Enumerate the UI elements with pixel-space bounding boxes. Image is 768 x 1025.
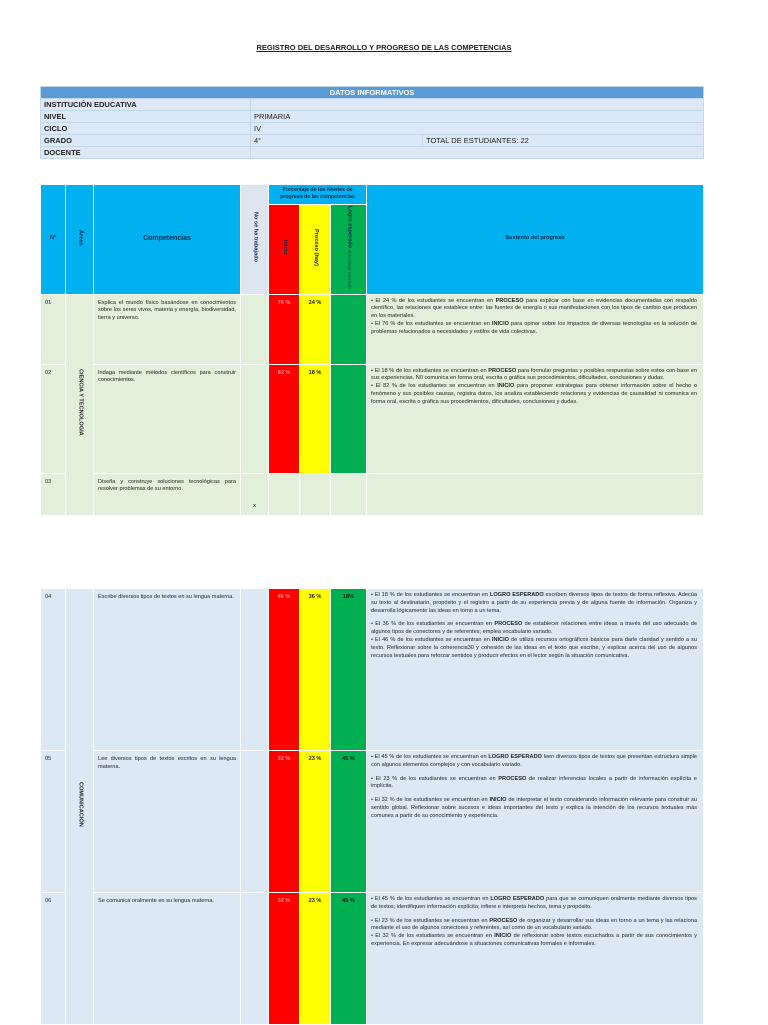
sustento-post: para explicar con base en evidencias documentadas con respaldo científico, las relaciones que establece entre: las fuentes de energía o sus manifestaciones con los tipos de cambio que producen en los materiales. <box>371 297 698 320</box>
info-row-docente <box>41 147 704 159</box>
competencia-row <box>41 294 704 364</box>
sustento-pre: El 23 % de los estudiantes se encuentran en <box>374 917 490 924</box>
sustento-item: • El 18 % de los estudiantes se encuentran en PROCESO para formular preguntas y posibles respuestas sobre estos con base en sus experiencias. N0 comunica en forma oral, escrita o gráfica sus procedimientos, dificultades, conclusiones y dudas. <box>371 367 697 382</box>
sustento-cell <box>367 751 704 893</box>
header-area: Áreas <box>66 185 94 295</box>
area-cell <box>66 589 94 1025</box>
header-sustento: Sustento del progreso <box>367 185 704 295</box>
info-value <box>251 147 704 159</box>
pct-proceso-cell <box>300 294 331 364</box>
info-value <box>251 99 704 111</box>
pct-logro-value: 18% <box>342 594 355 600</box>
pct-inicio-cell <box>269 893 300 1025</box>
pct-logro-cell <box>331 589 367 751</box>
area-label: CIENCIA Y TECNOLOGIA <box>77 369 84 437</box>
competencia-text: Diseña y construye soluciones tecnológicas para resolver problemas de su entorno. <box>94 473 241 515</box>
competencias-table-ciencia <box>40 184 704 516</box>
pct-inicio-value: 46 % <box>277 594 291 600</box>
total-estudiantes: TOTAL DE ESTUDIANTES: 22 <box>423 135 704 147</box>
nivel-label: PROCESO <box>498 775 527 782</box>
sustento-cell <box>367 473 704 515</box>
sustento-post: para opinar sobre los impactos de diversas tecnologías en la solución de problemas relacionados a necesidades y estilos de vida colectivas. <box>371 321 697 335</box>
competencia-row <box>41 473 704 515</box>
sustento-item: • El 36 % de los estudiantes se encuentran en PROCESO de establecer relaciones entre ideas a través del uso adecuado de algunos tipos de conectores y de referentes; emplea vocabulario variado. <box>371 621 698 636</box>
pct-proceso-value: 36 % <box>308 594 322 600</box>
sustento-post: de establecer relaciones entre ideas a través del uso adecuado de algunos tipos de conectores y de referentes; emplea vocabulario variado. <box>371 621 698 636</box>
nivel-label: LOGRO ESPERADO <box>490 896 545 902</box>
pct-logro-cell <box>331 893 367 1025</box>
sustento-pre: El 18 % de los estudiantes se encuentran en <box>374 592 490 598</box>
nivel-label: INICIO <box>494 933 512 940</box>
competencia-num: 01 <box>41 294 66 364</box>
sustento-cell <box>367 294 704 364</box>
info-label: DOCENTE <box>41 147 251 159</box>
info-row-institucion <box>41 99 704 111</box>
competencia-text: Escribe diversos tipos de textos en su lengua materna. <box>94 589 241 751</box>
pct-inicio-cell <box>269 589 300 751</box>
info-row-grado <box>41 135 704 147</box>
sustento-post: de realizar inferencias locales a partir de información explícita e implícita. <box>371 775 697 790</box>
sustento-pre: El 18 % de los estudiantes se encuentran en <box>374 367 489 374</box>
info-header: DATOS INFORMATIVOS <box>41 87 704 99</box>
sustento-cell <box>367 893 704 1025</box>
no-trabajado-mark <box>241 589 269 751</box>
info-row-nivel <box>41 111 704 123</box>
pct-proceso-value: 18 % <box>308 369 322 376</box>
sustento-item: • El 32 % de los estudiantes se encuentran en INICIO de reflexionar sobre textos escuchados a partir de sus conocimientos y experiencia. En expresar adecuándose a situaciones comunicativas formales e informales. <box>371 933 697 948</box>
pct-inicio-value: 32 % <box>277 898 291 904</box>
pct-logro-cell <box>331 473 367 515</box>
pct-logro-value <box>331 474 366 479</box>
sustento-item: • El 18 % de los estudiantes se encuentran en LOGRO ESPERADO escriben diversos tipos de textos de forma reflexiva. Adecúa su texto al destinatario, propósito y el registro a partir de su experiencia previa y de alguna fuente de información. Organiza y desarrolla lógicamente las ideas en torno a un tema. <box>371 592 697 614</box>
sustento-post: escriben diversos tipos de textos de forma reflexiva. Adecúa su texto al destinatario, propósito y el registro a partir de su experiencia previa y de alguna fuente de información. Organiza y desarrolla lógicamente las ideas en torno a un tema. <box>371 592 697 614</box>
no-trabajado-mark <box>241 364 269 473</box>
info-row-ciclo <box>41 123 704 135</box>
sustento-item: • El 46 % de los estudiantes se encuentran en INICIO de utiliza recursos ortográficos básicos para darle claridad y sentido a su texto. Reflexionar sobre la coherencia30 y cohesión de las ideas en el texto que escribe, y explicar acerca del uso de algunos recursos textuales para reforzar sentidos y producir efectos en el lector según la situación comunicativa. <box>371 637 698 659</box>
pct-logro-value <box>331 365 366 370</box>
info-value: PRIMARIA <box>251 111 704 123</box>
pct-proceso-value: 23 % <box>308 898 322 904</box>
header-proceso: Proceso (hay) <box>300 205 331 295</box>
sustento-post: de interpretar el texto considerando información relevante para construir su sentido global. Reflexionar sobre sucesos e ideas importantes del texto y explica la intención de los recursos textuales más comunes a partir de su conocimiento y experiencia. <box>371 797 697 819</box>
info-label: INSTITUCIÒN EDUCATIVA <box>41 99 251 111</box>
pct-inicio-value: 32 % <box>277 756 291 762</box>
header-inicio: Inicio <box>269 205 300 295</box>
no-trabajado-mark <box>241 751 269 893</box>
pct-proceso-value: 24 % <box>308 299 322 306</box>
sustento-item: • El 82 % de los estudiantes se encuentran en INICIO para proponer estrategias para obtener información sobre el hecho o fenómeno y sus posibles causas, registra datos, los analiza estableciendo relaciones y evidencias de causalidad ni comunica en forma oral, escrita o gráfica sus procedimientos, dificultades, conclusiones y dudas. <box>371 383 697 405</box>
pct-proceso-cell <box>300 473 331 515</box>
sustento-pre: El 76 % de los estudiantes se encuentran en <box>375 321 492 328</box>
competencia-num: 02 <box>41 364 66 473</box>
competencias-table-comunicacion <box>40 588 704 1025</box>
header-num: N° <box>41 185 66 295</box>
sustento-pre: El 23 % de los estudiantes se encuentran en <box>375 775 499 782</box>
sustento-pre: El 32 % de los estudiantes se encuentran en <box>374 797 490 804</box>
sustento-cell <box>367 364 704 473</box>
header-competencias: Competencias <box>94 185 241 295</box>
competencia-num: 06 <box>41 893 66 1025</box>
nivel-label: PROCESO <box>495 297 524 304</box>
pct-proceso-cell <box>300 751 331 893</box>
nivel-label: INICIO <box>491 321 509 328</box>
pct-logro-value: 45 % <box>342 898 355 904</box>
pct-inicio-cell <box>269 364 300 473</box>
pct-logro-value: 45 % <box>342 756 355 762</box>
header-no-trabajado: No se ha trabajado <box>241 185 269 295</box>
sustento-post: para proponer estrategias para obtener información sobre el hecho o fenómeno y sus posibles causas, registra datos, los analiza estableciendo relaciones y evidencias de causalidad ni comunica en forma oral, escrita o gráfica sus procedimientos, dificultades, conclusiones y dudas. <box>371 383 697 405</box>
sustento-item: • El 45 % de los estudiantes se encuentran en LOGRO ESPERADO leen diversos tipos de textos que presentan estructura simple con algunos elementos complejos y con vocabulario variado. <box>371 754 697 768</box>
pct-inicio-cell <box>269 473 300 515</box>
sustento-post: de utiliza recursos ortográficos básicos para darle claridad y sentido a su texto. Reflexionar sobre la coherencia30 y cohesión de las ideas en el texto que escribe, y explicar acerca del uso de algunos recursos textuales para reforzar sentidos y producir efectos en el lector según la situación comunicativa. <box>371 637 698 659</box>
pct-proceso-cell <box>300 589 331 751</box>
sustento-pre: El 45 % de los estudiantes se encuentran en <box>374 896 491 902</box>
pct-inicio-value: 82 % <box>277 369 291 376</box>
competencia-row <box>41 751 704 893</box>
pct-proceso-value <box>300 474 330 479</box>
nivel-label: INICIO <box>489 797 507 804</box>
pct-proceso-cell <box>300 893 331 1025</box>
sustento-pre: El 82 % de los estudiantes se encuentran en <box>375 383 498 390</box>
sustento-pre: El 36 % de los estudiantes se encuentran en <box>375 621 495 628</box>
competencia-text: Se comunica oralmente en su lengua materna. <box>94 893 241 1025</box>
info-label: NIVEL <box>41 111 251 123</box>
nivel-label: PROCESO <box>494 621 523 628</box>
sustento-pre: El 46 % de los estudiantes se encuentran en <box>375 637 492 644</box>
competencia-row <box>41 364 704 473</box>
info-table <box>40 86 704 159</box>
nivel-label: PROCESO <box>489 917 518 924</box>
sustento-item: • El 76 % de los estudiantes se encuentran en INICIO para opinar sobre los impactos de diversas tecnologías en la solución de problemas relacionados a necesidades y estilos de vida colectivas. <box>371 321 697 335</box>
sustento-post: leen diversos tipos de textos que presentan estructura simple con algunos elementos complejos y con vocabulario variado. <box>371 754 697 768</box>
sustento-item: • El 24 % de los estudiantes se encuentran en PROCESO para explicar con base en evidencias documentadas con respaldo científico, las relaciones que establece entre: las fuentes de energía o sus manifestaciones con los tipos de cambio que producen en los materiales. <box>371 297 698 320</box>
competencia-row <box>41 589 704 751</box>
no-trabajado-mark <box>241 294 269 364</box>
sustento-post: para que se comuniquen oralmente mediante diversos tipos de textos; identifiquen información explícita; infiere e interpreta hechos, tema y propósito. <box>371 896 697 910</box>
nivel-label: INICIO <box>497 383 515 390</box>
nivel-label: LOGRO ESPERADO <box>488 754 542 760</box>
info-value: 4° <box>251 135 423 147</box>
competencia-text: Indaga mediante métodos científicos para construir conocimientos. <box>94 364 241 473</box>
pct-proceso-cell <box>300 364 331 473</box>
sustento-post: de reflexionar sobre textos escuchados a partir de sus conocimientos y experiencia. En expresar adecuándose a situaciones comunicativas formales e informales. <box>371 933 697 948</box>
nivel-label: INICIO <box>491 637 509 644</box>
area-label: COMUNICACIÓN <box>77 782 84 827</box>
pct-logro-cell <box>331 364 367 473</box>
pct-logro-cell <box>331 294 367 364</box>
info-value: IV <box>251 123 704 135</box>
document-title: REGISTRO DEL DESARROLLO Y PROGRESO DE LAS COMPETENCIAS <box>256 43 512 52</box>
pct-proceso-value: 23 % <box>308 756 322 762</box>
pct-inicio-cell <box>269 751 300 893</box>
info-label: GRADO <box>41 135 251 147</box>
competencia-num: 04 <box>41 589 66 751</box>
nivel-label: PROCESO <box>488 367 517 374</box>
sustento-cell <box>367 589 704 751</box>
pct-inicio-cell <box>269 294 300 364</box>
competencia-row <box>41 893 704 1025</box>
sustento-item: • El 23 % de los estudiantes se encuentran en PROCESO de organizar y desarrollar sus ideas en torno a un tema y las relaciona mediante el uso de algunos conectores y referentes, así como de un vocabulario variado. <box>371 917 697 932</box>
competencia-text: Explica el mundo físico basándose en conocimientos sobre los seres vivos, materia y energía, biodiversidad, tierra y universo. <box>94 294 241 364</box>
header-logro: Logro esperado Aprendizaje esperado <box>331 205 367 295</box>
pct-logro-cell <box>331 751 367 893</box>
sustento-pre: El 24 % de los estudiantes se encuentran en <box>375 297 496 304</box>
sustento-item: • El 32 % de los estudiantes se encuentran en INICIO de interpretar el texto considerando información relevante para construir su sentido global. Reflexionar sobre sucesos e ideas importantes del texto y explica la intención de los recursos textuales más comunes a partir de su conocimiento y experiencia. <box>371 797 697 819</box>
competencia-num: 05 <box>41 751 66 893</box>
sustento-pre: El 32 % de los estudiantes se encuentran en <box>375 933 495 940</box>
area-cell <box>66 294 94 515</box>
sustento-item: • El 23 % de los estudiantes se encuentran en PROCESO de realizar inferencias locales a partir de información explícita e implícita. <box>371 775 697 790</box>
sustento-pre: El 45 % de los estudiantes se encuentran en <box>374 754 489 760</box>
competencia-text: Lee diversos tipos de textos escritos en su lengua materna. <box>94 751 241 893</box>
header-porcentaje: Porcentaje de los Niveles de progreso de las competencias <box>269 185 367 205</box>
no-trabajado-mark: x <box>241 473 269 515</box>
pct-inicio-value <box>269 474 299 479</box>
competencia-num: 03 <box>41 473 66 515</box>
sustento-item: • El 45 % de los estudiantes se encuentran en LOGRO ESPERADO para que se comuniquen oralmente mediante diversos tipos de textos; identifiquen información explícita; infiere e interpreta hechos, tema y propósito. <box>371 896 697 910</box>
no-trabajado-mark <box>241 893 269 1025</box>
sustento-post: para formular preguntas y posibles respuestas sobre estos con base en sus experiencias. N0 comunica en forma oral, escrita o gráfica sus procedimientos, dificultades, conclusiones y dudas. <box>371 367 697 382</box>
info-label: CICLO <box>41 123 251 135</box>
pct-inicio-value: 76 % <box>277 299 291 306</box>
nivel-label: LOGRO ESPERADO <box>489 592 544 598</box>
sustento-post: de organizar y desarrollar sus ideas en torno a un tema y las relaciona mediante el uso de algunos conectores y referentes, así como de un vocabulario variado. <box>371 917 697 932</box>
pct-logro-value <box>331 295 366 300</box>
